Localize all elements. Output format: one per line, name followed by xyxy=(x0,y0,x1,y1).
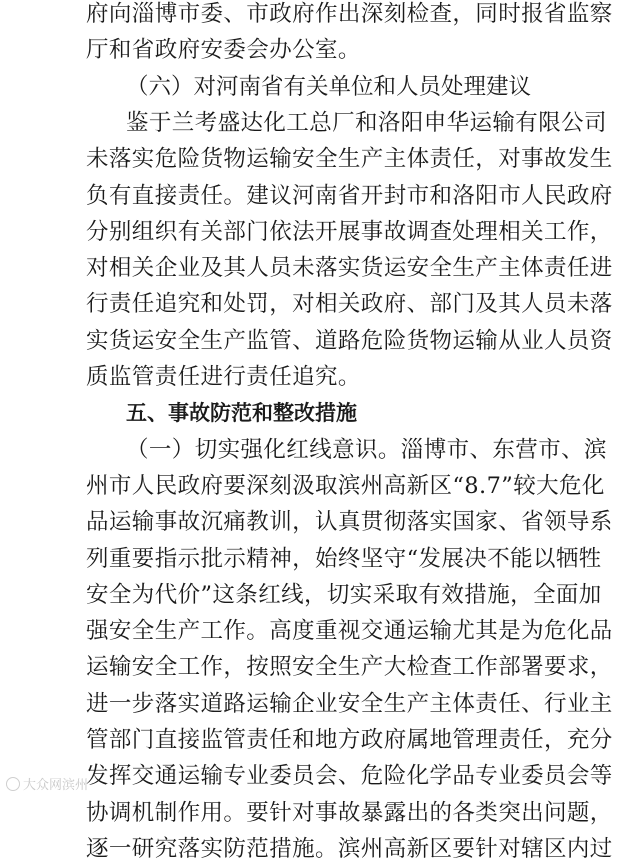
paragraph-line: 安全为代价”这条红线，切实采取有效措施，全面加 xyxy=(86,582,602,608)
paragraph-line: 逐一研究落实防范措施。滨州高新区要针对辖区内过 xyxy=(86,836,613,862)
paragraph-line: 对相关企业及其人员未落实货运安全生产主体责任进 xyxy=(86,255,613,281)
paragraph-line: 管部门直接监管责任和地方政府属地管理责任，充分 xyxy=(86,727,613,753)
section-six-heading: （六）对河南省有关单位和人员处理建议 xyxy=(126,74,532,100)
paragraph-line: 州市人民政府要深刻汲取滨州高新区“8.7”较大危化 xyxy=(86,473,605,499)
paragraph-line: 品运输事故沉痛教训，认真贯彻落实国家、省领导系 xyxy=(86,509,613,535)
paragraph-line: （一）切实强化红线意识。淄博市、东营市、滨 xyxy=(126,437,607,463)
paragraph-line: 运输安全工作，按照安全生产大检查工作部署要求， xyxy=(86,654,613,680)
paragraph-line: 行责任追究和处罚，对相关政府、部门及其人员未落 xyxy=(86,291,613,317)
paragraph-line: 厅和省政府安委会办公室。 xyxy=(86,37,361,63)
paragraph-line: 发挥交通运输专业委员会、危险化学品专业委员会等 xyxy=(86,763,613,789)
paragraph-line: 未落实危险货物运输安全生产主体责任，对事故发生 xyxy=(86,146,613,172)
logo-circle-icon xyxy=(6,777,20,791)
paragraph-line: 协调机制作用。要针对事故暴露出的各类突出问题， xyxy=(86,800,613,826)
paragraph-line: 鉴于兰考盛达化工总厂和洛阳申华运输有限公司 xyxy=(126,110,607,136)
section-five-heading: 五、事故防范和整改措施 xyxy=(126,401,357,425)
paragraph-line: 列重要指示批示精神，始终坚守“发展决不能以牺牲 xyxy=(86,546,602,572)
paragraph-line: 分别组织有关部门依法开展事故调查处理相关工作， xyxy=(86,219,613,245)
watermark-text: 大众网滨州 xyxy=(23,778,89,793)
watermark xyxy=(6,774,88,793)
paragraph-line: 强安全生产工作。高度重视交通运输尤其是为危化品 xyxy=(86,618,613,644)
paragraph-line: 质监管责任进行责任追究。 xyxy=(86,364,361,390)
paragraph-line: 府向淄博市委、市政府作出深刻检查，同时报省监察 xyxy=(86,1,613,27)
paragraph-line: 实货运安全生产监管、道路危险货物运输从业人员资 xyxy=(86,328,613,354)
paragraph-line: 进一步落实道路运输企业安全生产主体责任、行业主 xyxy=(86,691,613,717)
paragraph-line: 负有直接责任。建议河南省开封市和洛阳市人民政府 xyxy=(86,183,613,209)
